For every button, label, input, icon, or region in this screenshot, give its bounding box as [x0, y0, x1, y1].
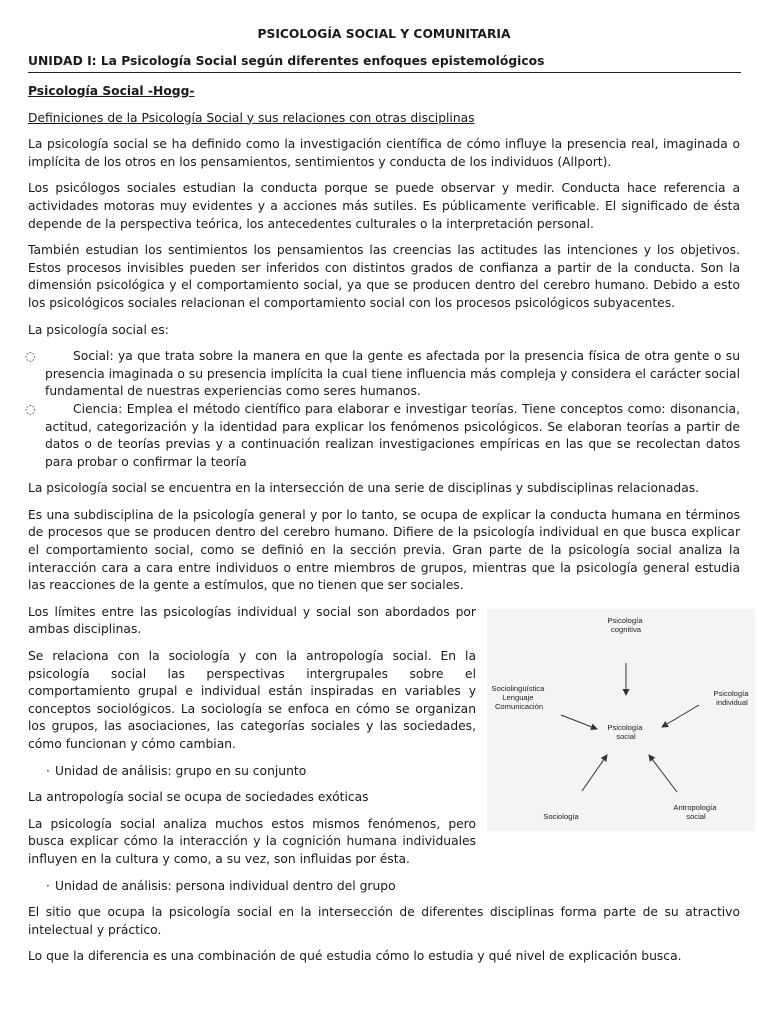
list-item [25, 348, 740, 401]
list-item-text: Social: ya que trata sobre la manera en que la gente es afectada por la presencia física de otra gente o su presencia imaginada o su presencia implícita la cual tiene influencia más compleja y considera el carácter social fundamental de nuestras experiencias como seres humanos. [45, 349, 740, 399]
bullet-icon: ◌ [25, 401, 36, 416]
arrow-sociolinguistica [561, 715, 597, 729]
paragraph: Es una subdisciplina de la psicología general y por lo tanto, se ocupa de explicar la conducta humana en términos de procesos que se producen dentro del cerebro humano. Difiere de la psicología individual en que busca explicar el comportamiento social, como se definió en la sección previa. Gran parte de la psicología social analiza la interacción cara a cara entre individuos o entre miembros de grupos, mientras que la psicología general estudia las reacciones de la gente a estímulos, que no tienen que ser sociales. [28, 507, 740, 593]
node-psicologia-cognitiva: Psicología cognitiva [607, 616, 643, 634]
paragraph: Lo que la diferencia es una combinación de qué estudia cómo lo estudia y qué nivel de explicación busca. [28, 949, 682, 964]
node-psicologia-individual: Psicología individual [713, 689, 749, 707]
unit-heading: UNIDAD I: La Psicología Social según diferentes enfoques epistemológicos [28, 53, 741, 73]
paragraph: La psicología social se ha definido como la investigación científica de cómo influye la presencia real, imaginada o implícita de los otros en los pensamientos, sentimientos y conducta de los individuos (Allport). [28, 137, 740, 169]
arrow-individual [662, 705, 699, 727]
paragraph: Los límites entre las psicologías individual y social son abordados por ambas disciplinas. [28, 604, 476, 637]
node-sociologia: Sociología [543, 812, 579, 821]
paragraph: Los psicólogos sociales estudian la conducta porque se puede observar y medir. Conducta hace referencia a actividades motoras muy evidentes y a acciones más sutiles. Es públicamente verificable. El significado de ésta depende de la perspectiva teórica, los antecedentes culturales o la interpretación personal. [28, 181, 740, 231]
arrow-antropologia [649, 755, 677, 792]
paragraph: La psicología social es: [28, 322, 169, 337]
list-item-text: Ciencia: Emplea el método científico para elaborar e investigar teorías. Tiene conceptos como: disonancia, actitud, categorización y la identidad para explicar los fenómenos psicológicos. Se elaboran teorías a partir de datos o de teorías previas y a continuación realizan investigaciones empíricas en las que se recolectan datos para probar o confirmar la teoría [45, 401, 740, 469]
diagram-svg [487, 609, 755, 831]
node-antropologia-social: Antropología social [673, 803, 717, 821]
unit-analysis-individual: · Unidad de análisis: persona individual dentro del grupo [28, 878, 740, 896]
source-heading: Psicología Social -Hogg- [28, 84, 195, 98]
arrow-sociologia [582, 755, 607, 791]
paragraph: También estudian los sentimientos los pensamientos las creencias las actitudes las intenciones y los objetivos. Estos procesos invisibles pueden ser inferidos con distintos grados de confianza a partir de la conducta. Son la dimensión psicológica y el comportamiento social, ya que se producen dentro del cerebro humano. Debido a esto los psicológicos sociales relacionan el comportamiento social con los procesos psicológicos subyacentes. [28, 243, 740, 310]
paragraph: La psicología social se encuentra en la intersección de una serie de disciplinas y subdisciplinas relacionadas. [28, 481, 700, 496]
disciplines-diagram [487, 609, 755, 831]
section-heading: Definiciones de la Psicología Social y sus relaciones con otras disciplinas [28, 110, 475, 125]
paragraph: La psicología social analiza muchos estos mismos fenómenos, pero busca explicar cómo la interacción y la cognición humana individuales influyen en la cultura y como, a su vez, son influidas por ésta. [28, 816, 476, 866]
bullet-icon: ◌ [25, 349, 36, 364]
dot-icon: · [46, 763, 50, 778]
document-title: PSICOLOGÍA SOCIAL Y COMUNITARIA [257, 27, 511, 41]
paragraph: Se relaciona con la sociología y con la antropología social. En la psicología social las perspectivas intergrupales sobre el comportamiento grupal e individual están inspiradas en variables y conceptos sociológicos. La sociología se enfoca en cómo se organizan los grupos, las asociaciones, las categorías sociales y las sociedades, cómo funcionan y cómo cambian. [28, 649, 476, 751]
document-body [25, 83, 740, 975]
bullet-list [25, 348, 740, 471]
list-item [25, 401, 740, 471]
unit-analysis-group: · Unidad de análisis: grupo en su conjunto [28, 763, 740, 781]
paragraph: La antropología social se ocupa de sociedades exóticas [28, 790, 369, 805]
dot-icon: · [46, 878, 50, 893]
node-sociolinguistica: Sociolingüística Lenguaje Comunicación [491, 684, 545, 711]
paragraph: El sitio que ocupa la psicología social en la intersección de diferentes disciplinas forma parte de su atractivo intelectual y práctico. [28, 905, 740, 937]
diagram-center-label: Psicología social [607, 723, 643, 741]
